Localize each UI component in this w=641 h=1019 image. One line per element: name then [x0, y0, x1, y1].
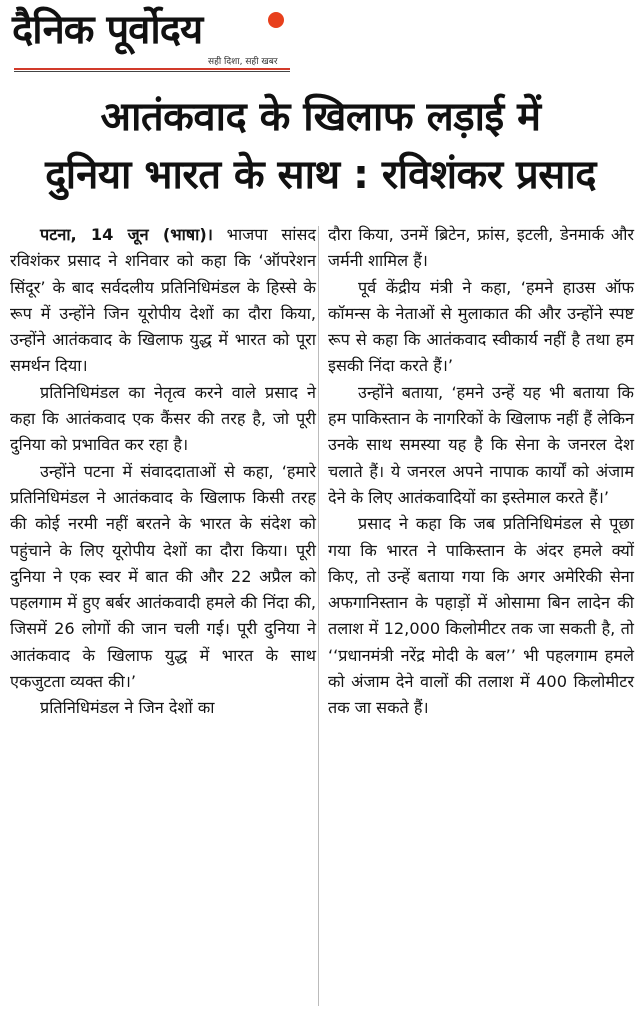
article-paragraph: प्रतिनिधिमंडल ने जिन देशों का: [40, 698, 215, 718]
article-paragraph: प्रसाद ने कहा कि जब प्रतिनिधिमंडल से पूछा गया कि भारत ने पाकिस्तान के अंदर हमले क्यों किए, तो उन्हें बताया गया कि अगर अमेरिकी सेना अफगानिस्तान के पहाड़ों में ओसामा बिन लादेन की तलाश में 12,000 किलोमीटर तक जा सकती है, तो ‘‘प्रधानमंत्री नरेंद्र मोदी के बल’’ भी पहलगाम हमले को अंजाम देने वालों की तलाश में 400 किलोमीटर तक जा सकते हैं।: [328, 514, 634, 718]
masthead-rule-secondary: [14, 71, 290, 72]
article-paragraph: दौरा किया, उनमें ब्रिटेन, फ्रांस, इटली, डेनमार्क और जर्मनी शामिल हैं।: [328, 225, 634, 271]
masthead-title: दैनिक पूर्वोदय: [12, 7, 203, 53]
article-headline: [0, 88, 641, 204]
masthead-tagline: सही दिशा, सही खबर: [208, 57, 278, 67]
article-paragraph: प्रतिनिधिमंडल का नेतृत्व करने वाले प्रसाद ने कहा कि आतंकवाद एक कैंसर की तरह है, जो पूरी दुनिया को प्रभावित कर रहा है।: [10, 382, 316, 455]
masthead: [10, 4, 290, 74]
column-divider: [318, 226, 319, 1006]
article-paragraph-text: भाजपा सांसद रविशंकर प्रसाद ने शनिवार को कहा कि ‘ऑपरेशन सिंदूर’ के बाद सर्वदलीय प्रतिनिधिमंडल के हिस्से के रूप में उन्होंने जिन यूरोपीय देशों का दौरा किया, उन्होंने आतंकवाद के खिलाफ युद्ध में भारत को पूरा समर्थन दिया।: [10, 225, 316, 376]
headline-line-2: दुनिया भारत के साथ : रविशंकर प्रसाद: [45, 152, 596, 198]
article-paragraph: उन्होंने पटना में संवाददाताओं से कहा, ‘हमारे प्रतिनिधिमंडल ने आतंकवाद के खिलाफ किसी तरह की कोई नरमी नहीं बरतने के भारत के संदेश को पहुंचाने के लिए यूरोपीय देशों का दौरा किया। पूरी दुनिया ने एक स्वर में बात की और 22 अप्रैल को पहलगाम में हुए बर्बर आतंकवादी हमले की निंदा की, जिसमें 26 लोगों की जान चली गई। पूरी दुनिया ने आतंकवाद के खिलाफ युद्ध में भारत के साथ एकजुटता व्यक्त की।’: [10, 461, 316, 692]
masthead-rule: [14, 68, 290, 70]
masthead-logo-dot: [268, 12, 284, 28]
article-column-left: [10, 222, 316, 722]
dateline: पटना, 14 जून (भाषा)।: [40, 225, 213, 244]
article-paragraph: उन्होंने बताया, ‘हमने उन्हें यह भी बताया कि हम पाकिस्तान के नागरिकों के खिलाफ नहीं हैं लेकिन उनके साथ समस्या यह है कि सेना के जनरल देश चलाते हैं। ये जनरल अपने नापाक कार्यों को अंजाम देने के लिए आतंकवादियों का इस्तेमाल करते हैं।’: [328, 382, 634, 507]
article-paragraph: [10, 222, 316, 380]
headline-line-1: आतंकवाद के खिलाफ लड़ाई में: [100, 94, 541, 140]
article-column-right: [328, 222, 634, 722]
article-paragraph: पूर्व केंद्रीय मंत्री ने कहा, ‘हमने हाउस ऑफ कॉमन्स के नेताओं से मुलाकात की और उन्होंने स्पष्ट रूप से कहा कि आतंकवाद स्वीकार्य नहीं है तथा हम इसकी निंदा करते हैं।’: [328, 277, 634, 376]
